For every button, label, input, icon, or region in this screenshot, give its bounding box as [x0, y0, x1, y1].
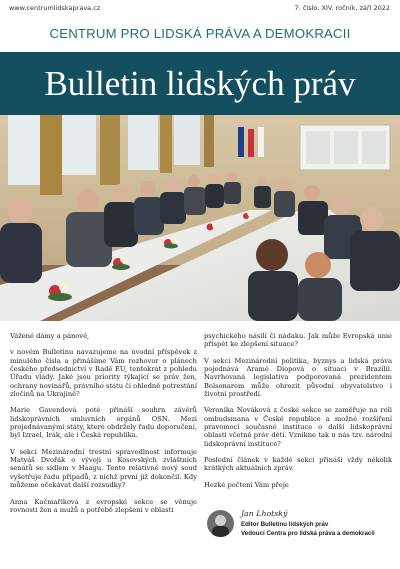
paragraph: psychického násilí či nádaku. Jak může Evropská unie přispět ke zlepšení situace?	[204, 332, 392, 349]
cover-photo	[0, 115, 400, 321]
top-bar	[0, 0, 400, 18]
title-band	[0, 52, 400, 115]
paragraph: V sekci Mezinárodní politika, byznys a lidská práva pojednává Aramé Diopová o situaci v Brazílii. Navrhovaná legislativa podporovaná prezidentem Bolsonarem může ohrozit původní obyvatelstvo i životní prostředí.	[204, 356, 392, 399]
editor-portrait	[207, 510, 234, 537]
website-url[interactable]: www.centrumlidskaprava.cz	[9, 4, 101, 12]
editor-portrait-illustration	[207, 510, 234, 537]
paragraph: Hezké počtení Vám přeje	[204, 480, 289, 489]
bulletin-title: Bulletin lidských práv	[44, 64, 356, 103]
paragraph: Anna Kačmaříková z evropské sekce se věnuje rovnosti žen a mužů a potřebě zlepšení v oblasti	[10, 497, 197, 514]
paragraph: v novém Bulletinu navazujeme na úvodní příspěvek z minulého čísla a přinášíme Vám rozhovor o plánech českého předsednictví v Radě EU, tentokrát z pohledu Úřadu vlády. Jaké jsou priority týkající se práv žen, ochrany novinářů, právního státu či ohledně potrestání zločinů na Ukrajině?	[10, 348, 197, 399]
paragraph: Marie Gavendová poté přináší souhrn závěrů lidskoprávních smluvních orgánů OSN. Mezi projednávanými státy, které obdržely řadu doporučení, byl Izrael, Irák, ale i Česká republika.	[10, 406, 197, 440]
paragraph: Vážené dámy a pánové,	[10, 332, 90, 340]
paragraph: V sekci Mezinárodní trestní spravedlnost informuje Matyáš Dvořák o vývoji u Kosovských zvláštních senátů se sídlem v Haagu. Tento relativně nový soud vyšetřuje řadu případů, z nichž první již dokončil. Kdy můžeme očekávat další rozsudky?	[10, 447, 197, 490]
organization-name: CENTRUM PRO LIDSKÁ PRÁVA A DEMOKRACII	[49, 26, 351, 41]
editor-role-secondary: Vedoucí Centra pro lidská práva a demokracii	[241, 530, 375, 537]
editor-role: Editor Bulletinu lidských práv	[241, 521, 329, 528]
meeting-photo-illustration	[0, 115, 400, 321]
paragraph: Veronika Nováková z české sekce se zaměřuje na roli ombudsmana v České republice a možné rozšíření pravomocí současné instituce o další lidskoprávní oblasti včetně práv dětí. Vznikne tak u nás tzv. národní lidskoprávní instituce?	[204, 406, 392, 448]
editorial-left-column	[10, 332, 197, 522]
editor-signature: Jan Lhotský	[241, 509, 288, 518]
issue-info: 7. číslo, XIV. ročník, září 2022	[294, 4, 390, 12]
editorial-right-column	[204, 332, 392, 497]
paragraph: Poslední článek v každé sekci přináší vždy několik krátkých aktuálních zpráv.	[204, 456, 392, 473]
